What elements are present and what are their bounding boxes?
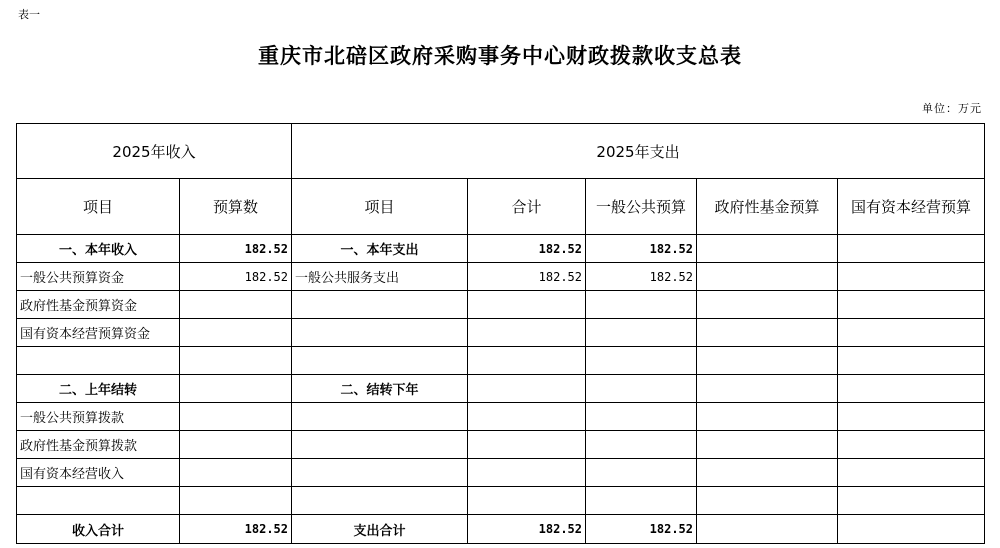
table-row [17,263,985,291]
state-capital-budget-header: 国有资本经营预算 [838,179,985,235]
expense-total-cell [468,459,586,487]
general-budget-cell [586,319,697,347]
expense-total-header: 合计 [468,179,586,235]
table-row [17,291,985,319]
income-value-cell: 182.52 [180,263,292,291]
income-item-cell: 国有资本经营预算资金 [17,319,180,347]
general-budget-total: 182.52 [586,515,697,544]
general-budget-cell [586,431,697,459]
income-value-cell [180,319,292,347]
gov-fund-cell [697,487,838,515]
expense-item-header: 项目 [292,179,468,235]
budget-table [16,123,985,544]
gov-fund-cell [697,431,838,459]
table-row [17,235,985,263]
group-header-row [17,124,985,179]
income-item-cell: 一、本年收入 [17,235,180,263]
general-budget-cell: 182.52 [586,263,697,291]
state-capital-cell [838,291,985,319]
income-item-cell [17,347,180,375]
general-budget-cell [586,347,697,375]
general-budget-cell [586,291,697,319]
income-group-header: 2025年收入 [17,124,292,179]
income-budget-header: 预算数 [180,179,292,235]
state-capital-cell [838,403,985,431]
gov-fund-cell [697,347,838,375]
table-row [17,375,985,403]
state-capital-cell [838,347,985,375]
general-budget-header: 一般公共预算 [586,179,697,235]
state-capital-total [838,515,985,544]
table-row [17,347,985,375]
gov-fund-total [697,515,838,544]
general-budget-cell [586,459,697,487]
unit-label: 单位：万元 [922,102,982,115]
income-total-label: 收入合计 [17,515,180,544]
expense-total-cell [468,375,586,403]
expense-item-cell [292,459,468,487]
gov-fund-cell [697,291,838,319]
expense-item-cell [292,487,468,515]
gov-fund-cell [697,375,838,403]
expense-total-cell [468,487,586,515]
expense-item-cell: 一般公共服务支出 [292,263,468,291]
state-capital-cell [838,375,985,403]
gov-fund-cell [697,459,838,487]
income-item-cell: 一般公共预算资金 [17,263,180,291]
expense-total-cell: 182.52 [468,235,586,263]
gov-fund-budget-header: 政府性基金预算 [697,179,838,235]
gov-fund-cell [697,263,838,291]
expense-total-cell [468,319,586,347]
income-value-cell [180,375,292,403]
gov-fund-cell [697,403,838,431]
income-value-cell [180,347,292,375]
gov-fund-cell [697,235,838,263]
state-capital-cell [838,459,985,487]
expense-total-cell [468,403,586,431]
expense-total-value: 182.52 [468,515,586,544]
expense-total-cell [468,347,586,375]
expense-group-header: 2025年支出 [292,124,985,179]
income-item-cell [17,487,180,515]
table-row [17,459,985,487]
income-total-value: 182.52 [180,515,292,544]
income-item-cell: 一般公共预算拨款 [17,403,180,431]
expense-item-cell [292,291,468,319]
totals-row [17,515,985,544]
table-row [17,319,985,347]
state-capital-cell [838,487,985,515]
income-item-cell: 政府性基金预算资金 [17,291,180,319]
income-value-cell [180,403,292,431]
expense-item-cell [292,347,468,375]
general-budget-cell [586,375,697,403]
table-row [17,403,985,431]
table-row [17,431,985,459]
income-value-cell [180,431,292,459]
page-title: 重庆市北碚区政府采购事务中心财政拨款收支总表 [258,43,742,68]
income-item-cell: 国有资本经营收入 [17,459,180,487]
income-item-cell: 二、上年结转 [17,375,180,403]
table-row [17,487,985,515]
state-capital-cell [838,319,985,347]
expense-total-cell [468,291,586,319]
general-budget-cell [586,403,697,431]
income-value-cell [180,291,292,319]
income-value-cell [180,459,292,487]
expense-total-label: 支出合计 [292,515,468,544]
expense-item-cell: 一、本年支出 [292,235,468,263]
table-label: 表一 [18,8,40,21]
expense-total-cell: 182.52 [468,263,586,291]
state-capital-cell [838,431,985,459]
expense-item-cell [292,431,468,459]
expense-item-cell [292,403,468,431]
state-capital-cell [838,263,985,291]
income-item-cell: 政府性基金预算拨款 [17,431,180,459]
general-budget-cell [586,487,697,515]
expense-item-cell [292,319,468,347]
income-value-cell [180,487,292,515]
gov-fund-cell [697,319,838,347]
column-header-row [17,179,985,235]
general-budget-cell: 182.52 [586,235,697,263]
expense-total-cell [468,431,586,459]
income-value-cell: 182.52 [180,235,292,263]
state-capital-cell [838,235,985,263]
income-item-header: 项目 [17,179,180,235]
expense-item-cell: 二、结转下年 [292,375,468,403]
